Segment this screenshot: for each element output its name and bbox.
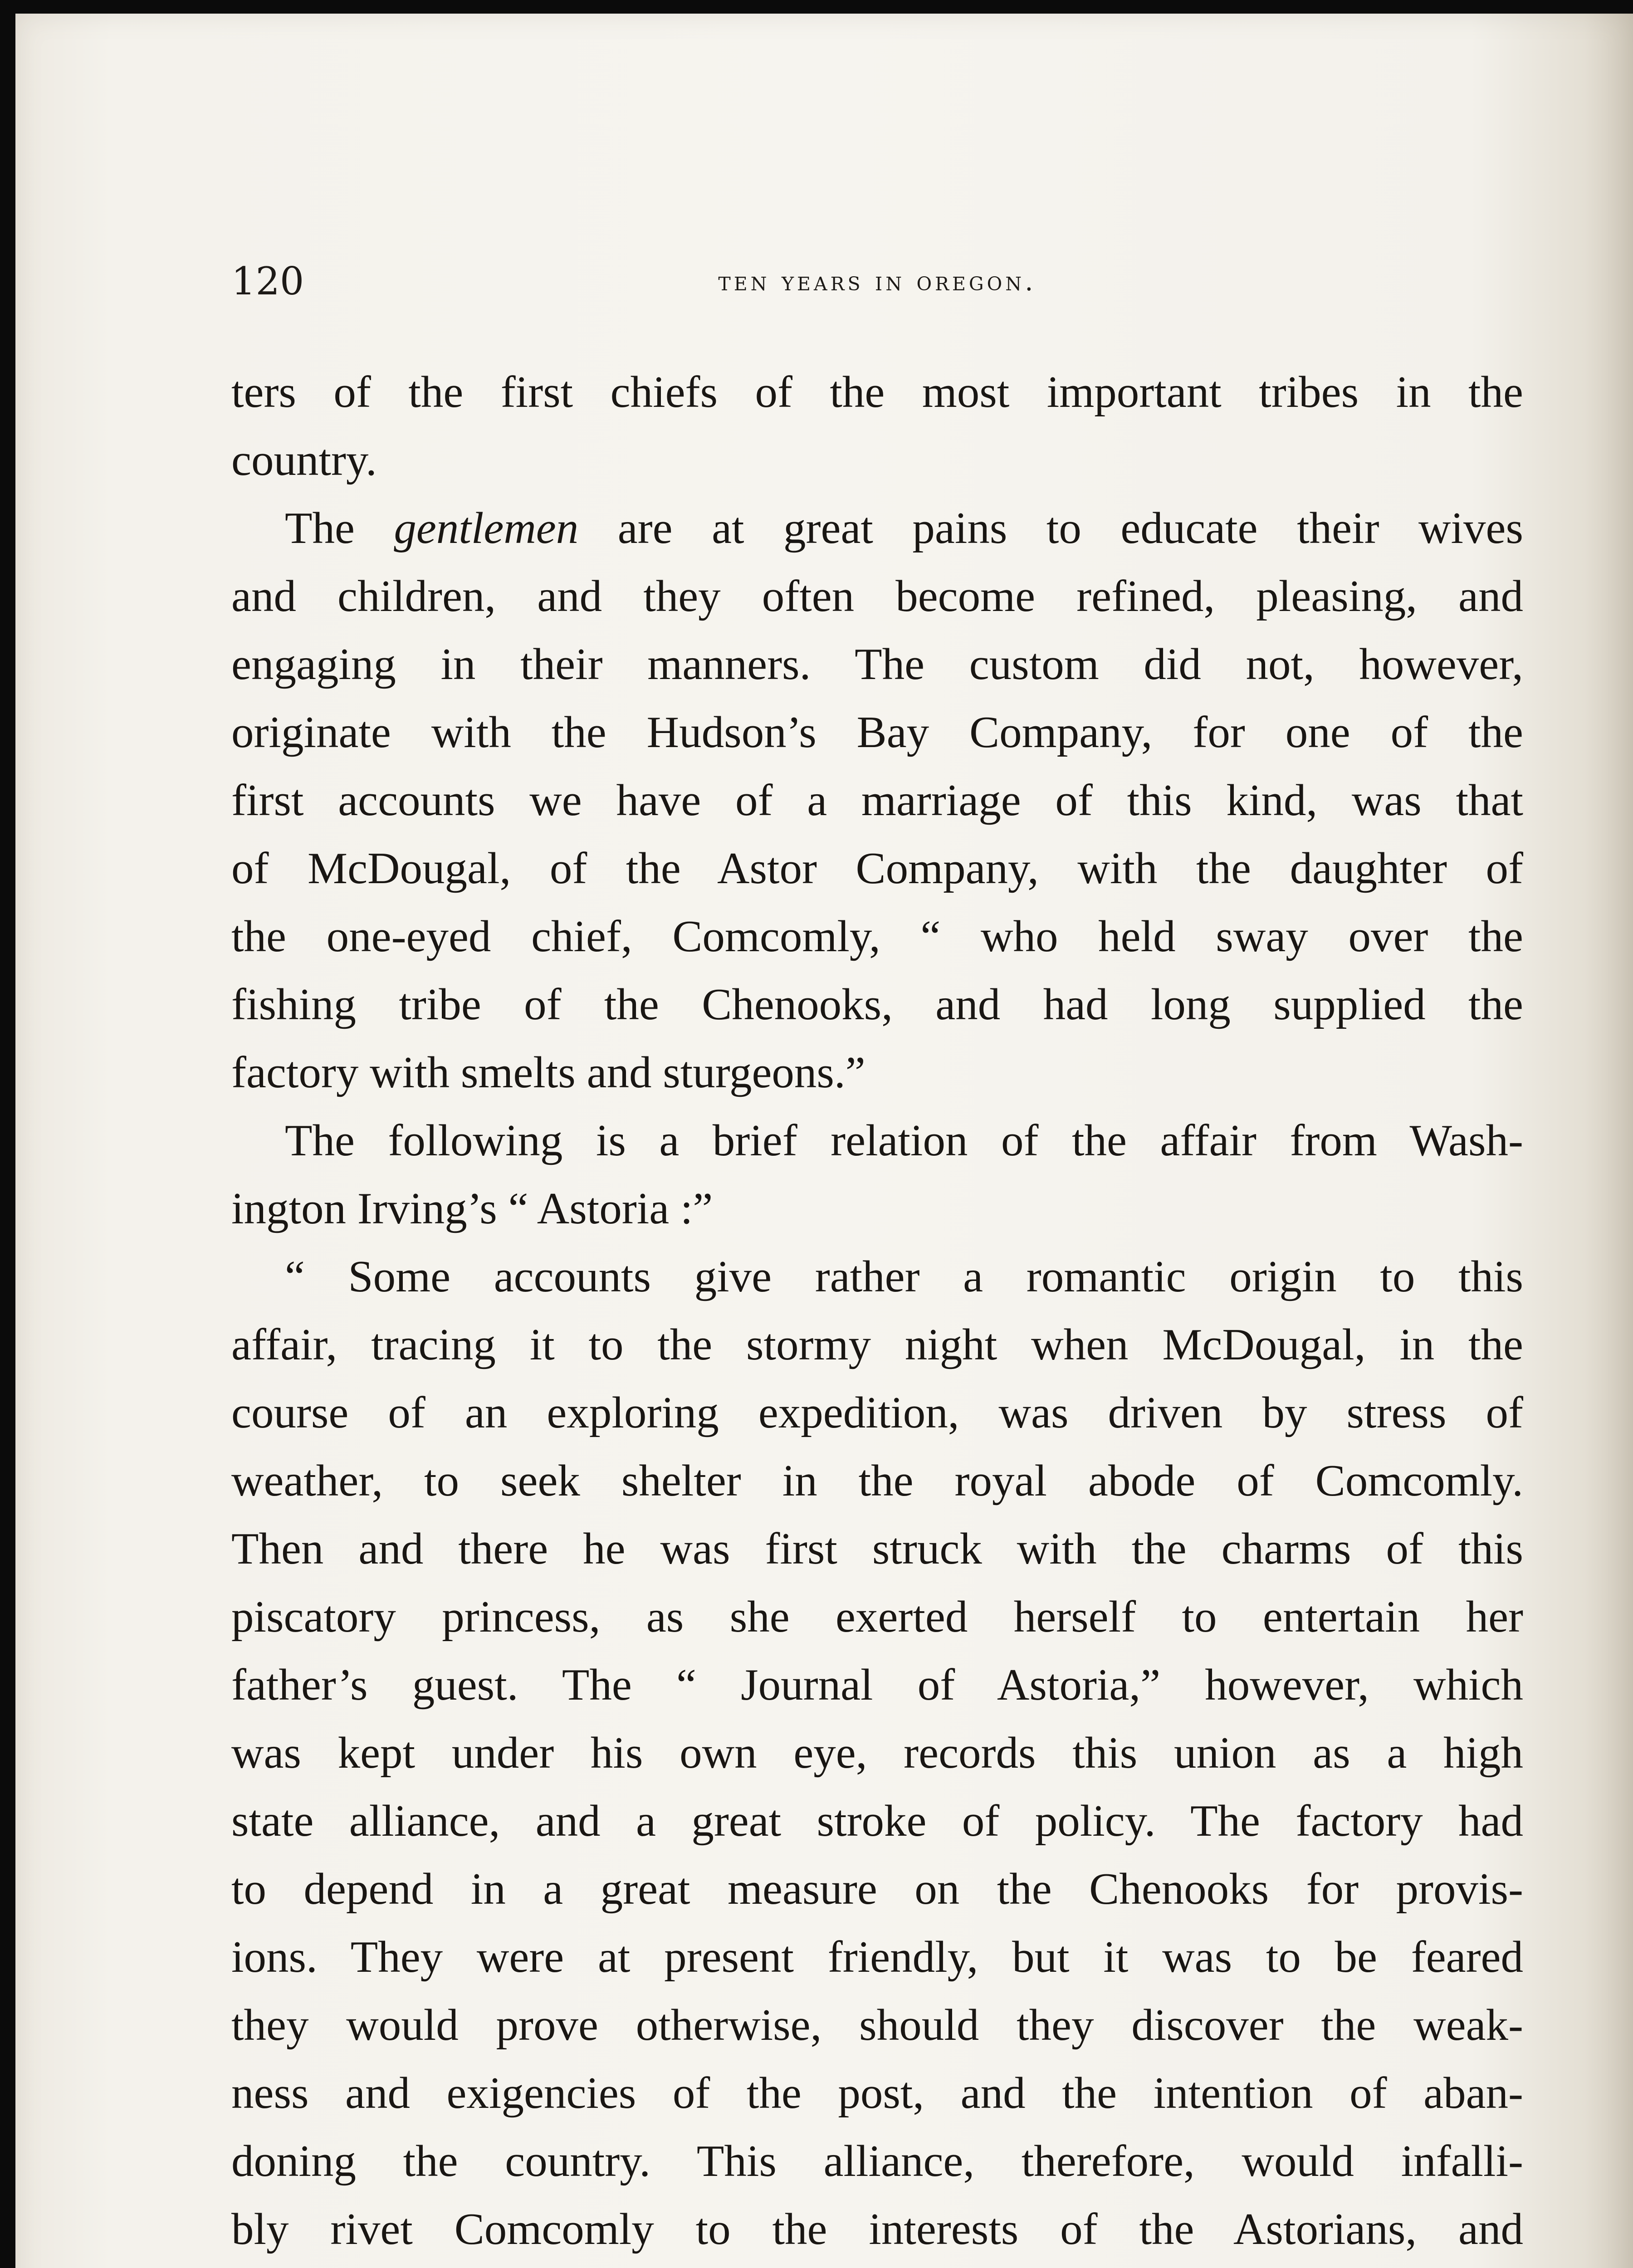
text-line: country. bbox=[231, 435, 377, 485]
emphasis: gentlemen bbox=[394, 503, 579, 553]
text-line: doning the country. This alliance, therefore, would infalli- bbox=[231, 2136, 1523, 2186]
text-line: fishing tribe of the Chenooks, and had long supplied the bbox=[231, 980, 1523, 1029]
text-line: Then and there he was first struck with the charms of this bbox=[231, 1524, 1523, 1574]
text-line: piscatory princess, as she exerted herself to entertain her bbox=[231, 1592, 1523, 1642]
text-line: the one-eyed chief, Comcomly, “ who held sway over the bbox=[231, 912, 1523, 961]
text-line: of McDougal, of the Astor Company, with the daughter of bbox=[231, 844, 1523, 893]
text-line: they would prove otherwise, should they discover the weak- bbox=[231, 2000, 1523, 2050]
page-number: 120 bbox=[231, 259, 304, 303]
body-text bbox=[231, 358, 1523, 2268]
text-line-segment: The gentlemen are at great pains to educate their wives bbox=[285, 503, 1523, 553]
text-line: ters of the first chiefs of the most important tribes in the bbox=[231, 367, 1523, 417]
text-line: factory with smelts and sturgeons.” bbox=[231, 1048, 865, 1097]
book-page bbox=[15, 14, 1633, 2268]
text-line: “ Some accounts give rather a romantic origin to this bbox=[285, 1252, 1523, 1301]
text-line: originate with the Hudson’s Bay Company, for one of the bbox=[231, 708, 1523, 757]
text-line: father’s guest. The “ Journal of Astoria,” however, which bbox=[231, 1660, 1523, 1710]
text-line: to depend in a great measure on the Chenooks for provis- bbox=[231, 1864, 1523, 1914]
text-line: ions. They were at present friendly, but it was to be feared bbox=[231, 1932, 1523, 1982]
text-line: ness and exigencies of the post, and the intention of aban- bbox=[231, 2068, 1523, 2118]
text-line: course of an exploring expedition, was driven by stress of bbox=[231, 1388, 1523, 1437]
text-line: and children, and they often become refined, pleasing, and bbox=[231, 572, 1523, 621]
text-line bbox=[231, 494, 1523, 562]
text-line bbox=[231, 2263, 1523, 2268]
text-line: ington Irving’s “ Astoria :” bbox=[231, 1184, 713, 1233]
running-title: ten years in oregon. bbox=[718, 266, 1037, 297]
text-line: The following is a brief relation of the affair from Wash- bbox=[285, 1116, 1523, 1165]
text-line: affair, tracing it to the stormy night when McDougal, in the bbox=[231, 1320, 1523, 1369]
text-line: was kept under his own eye, records this union as a high bbox=[231, 1728, 1523, 1778]
text-line: engaging in their manners. The custom did not, however, bbox=[231, 640, 1523, 689]
text-line: bly rivet Comcomly to the interests of the Astorians, and bbox=[231, 2204, 1523, 2254]
text-line: state alliance, and a great stroke of policy. The factory had bbox=[231, 1796, 1523, 1846]
page-header bbox=[231, 256, 1523, 306]
text-line: weather, to seek shelter in the royal abode of Comcomly. bbox=[231, 1456, 1523, 1505]
text-line: first accounts we have of a marriage of this kind, was that bbox=[231, 776, 1523, 825]
